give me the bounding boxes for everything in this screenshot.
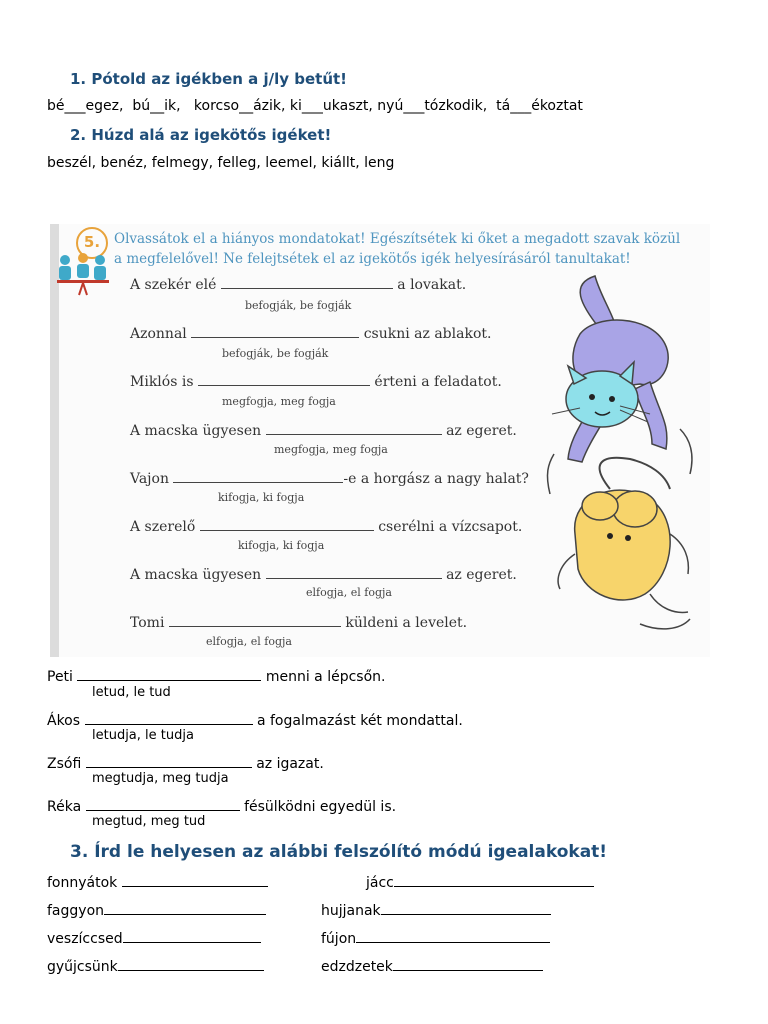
sentence-4-after: az egeret. [446,423,517,439]
extra-4-hint: megtud, meg tud [92,814,206,829]
sentence-2-before: Azonnal [130,326,187,342]
ex3-left-4 [47,958,264,975]
sentence-1-after: a lovakat. [397,277,467,293]
sentence-4-blank [266,422,442,435]
extra-4-before: Réka [47,799,82,815]
item-4: ki___ukaszt, [289,98,373,114]
ex3-left-1 [47,874,268,891]
sentence-6 [130,518,522,535]
sentence-2-blank [191,325,359,338]
extra-1-after: menni a lépcsőn. [265,669,386,685]
extra-1-hint: letud, le tud [92,685,171,700]
exercise-1-title: 1. Pótold az igékben a j/ly betűt! [70,70,348,88]
exercise-3-title: 3. Írd le helyesen az alábbi felszólító módú igealakokat! [70,842,608,862]
extra-3-after: az igazat. [256,756,324,772]
extra-sentence-2 [47,712,463,729]
task-instruction [114,229,704,269]
sentence-5-before: Vajon [130,471,169,487]
ex3-left-2-blank [104,902,266,915]
cat-and-mouse-illustration [540,274,700,634]
sentence-5-after: -e a horgász a nagy halat? [343,471,529,487]
sentence-4-before: A macska ügyesen [130,423,262,439]
sentence-6-before: A szerelő [130,519,196,535]
item-3: korcso__ázik, [193,98,286,114]
ex3-right-4-blank [393,958,543,971]
ex3-left-2 [47,902,266,919]
extra-sentence-4 [47,798,396,815]
sentence-7 [130,566,517,583]
extra-4-blank [86,798,240,811]
exercise-1-items [47,98,583,114]
extra-2-before: Ákos [47,713,81,729]
ex3-left-1-blank [122,874,268,887]
ex3-left-4-blank [118,958,264,971]
ex3-right-3-blank [356,930,550,943]
ex3-left-1-word: fonnyátok [47,875,118,891]
textbook-excerpt [50,224,710,657]
sentence-6-after: cserélni a vízcsapot. [378,519,523,535]
extra-4-after: fésülködni egyedül is. [244,799,397,815]
sentence-2-hint: befogják, be fogják [222,347,329,360]
item-2: bú__ik, [132,98,181,114]
ex3-left-3-blank [123,930,261,943]
sentence-5-blank [173,470,343,483]
item-6: tá___ékoztat [496,98,583,114]
sentence-2 [130,325,491,342]
sentence-8-before: Tomi [130,615,165,631]
sentence-7-after: az egeret. [446,567,517,583]
children-at-table-icon [53,252,113,296]
extra-3-hint: megtudja, meg tudja [92,771,229,786]
ex3-right-1-blank [394,874,594,887]
ex3-left-3 [47,930,261,947]
sentence-3-hint: megfogja, meg fogja [222,395,336,408]
sentence-5 [130,470,529,487]
extra-2-blank [85,712,253,725]
ex3-right-1-word: jácc [366,875,394,891]
sentence-8 [130,614,467,631]
sentence-1-before: A szekér elé [130,277,217,293]
extra-1-blank [77,668,261,681]
ex3-right-4-word: edzdzetek [321,959,393,975]
sentence-2-after: csukni az ablakot. [363,326,492,342]
extra-2-hint: letudja, le tudja [92,728,194,743]
sentence-7-blank [266,566,442,579]
item-5: nyú___tózkodik, [377,98,488,114]
ex3-right-3 [321,930,550,947]
ex3-left-4-word: gyűjcsünk [47,959,118,975]
ex3-right-2 [321,902,551,919]
extra-1-before: Peti [47,669,73,685]
sentence-5-hint: kifogja, ki fogja [218,491,305,504]
sentence-1-blank [221,276,393,289]
sentence-4 [130,422,517,439]
sentence-3-before: Miklós is [130,374,194,390]
sentence-3 [130,373,502,390]
item-1: bé___egez, [47,98,124,114]
sentence-8-hint: elfogja, el fogja [206,635,292,648]
ex3-right-1 [366,874,594,891]
sentence-4-hint: megfogja, meg fogja [274,443,388,456]
task-number-badge: 5. [76,227,108,259]
sentence-7-before: A macska ügyesen [130,567,262,583]
ex3-right-4 [321,958,543,975]
sentence-6-blank [200,518,374,531]
sentence-1 [130,276,466,293]
sentence-6-hint: kifogja, ki fogja [238,539,325,552]
ex3-right-2-word: hujjanak [321,903,381,919]
sentence-8-blank [169,614,341,627]
extra-2-after: a fogalmazást két mondattal. [256,713,463,729]
extra-sentence-1 [47,668,385,685]
exercise-2-words: beszél, benéz, felmegy, felleg, leemel, kiállt, leng [47,155,395,171]
extra-3-blank [86,755,252,768]
instruction-line-1: Olvassátok el a hiányos mondatokat! Egészítsétek ki őket a megadott szavak közül [114,231,681,247]
ex3-right-2-blank [381,902,551,915]
ex3-left-3-word: veszíccsed [47,931,123,947]
sentence-3-after: érteni a feladatot. [374,374,502,390]
extra-3-before: Zsófi [47,756,82,772]
sentence-3-blank [198,373,370,386]
exercise-2-title: 2. Húzd alá az igekötős igéket! [70,126,332,144]
ex3-right-3-word: fújon [321,931,357,947]
ex3-left-2-word: faggyon [47,903,105,919]
extra-sentence-3 [47,755,324,772]
sentence-1-hint: befogják, be fogják [245,299,352,312]
sentence-7-hint: elfogja, el fogja [306,586,392,599]
sentence-8-after: küldeni a levelet. [345,615,468,631]
instruction-line-2: a megfelelővel! Ne felejtsétek el az igekötős igék helyesírásáról tanultakat! [114,251,631,267]
